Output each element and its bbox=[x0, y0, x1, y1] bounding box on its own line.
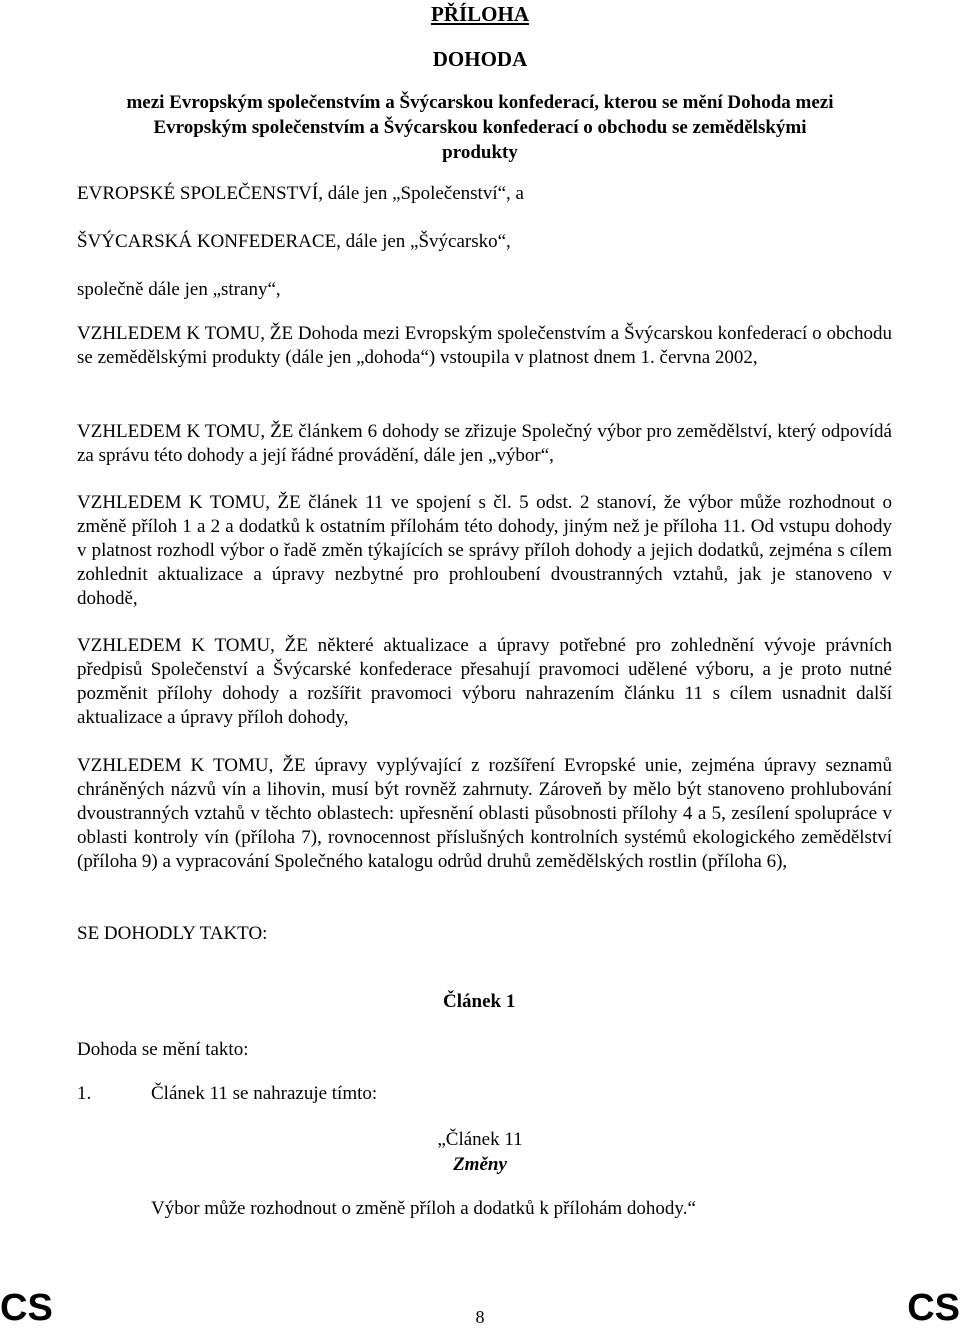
recital-paragraph: VZHLEDEM K TOMU, ŽE článek 11 ve spojení s čl. 5 odst. 2 stanoví, že výbor může rozhodnout o změně příloh 1 a 2 a dodatků k ostatním přílohám této dohody, jiným než je příloha 11. Od vstupu dohody v platnost rozhodl výbor o řadě změn týkajících se správy příloh dohody a jejich dodatků, zejména s cílem zohlednit aktualizace a úpravy nezbytné pro prohloubení dvoustranných vztahů, jak je stanoveno v dohodě, bbox=[77, 492, 892, 609]
quoted-article-heading: „Článek 11 bbox=[437, 1129, 523, 1150]
subtitle-line: Evropským společenstvím a Švýcarskou konfederací o obchodu se zemědělskými bbox=[153, 117, 807, 138]
party-switzerland: ŠVÝCARSKÁ KONFEDERACE, dále jen „Švýcarsko“, bbox=[77, 231, 511, 252]
recital-paragraph: VZHLEDEM K TOMU, ŽE Dohoda mezi Evropským společenstvím a Švýcarskou konfederací o obchodu se zemědělskými produkty (dále jen „dohoda“) vstoupila v platnost dnem 1. června 2002, bbox=[77, 323, 892, 368]
parties-together: společně dále jen „strany“, bbox=[77, 279, 281, 300]
recital-paragraph: VZHLEDEM K TOMU, ŽE úpravy vyplývající z rozšíření Evropské unie, zejména úpravy seznamů chráněných názvů vín a lihovin, musí být rovněž zahrnuty. Zároveň by mělo být stanoveno prohlubování dvoustranných vztahů v těchto oblastech: upřesnění oblasti působnosti přílohy 4 a 5, zesílení spolupráce v oblasti kontroly vín (příloha 7), rovnocennost příslušných kontrolních systémů ekologického zemědělství (příloha 9) a vypracování Společného katalogu odrůd druhů zemědělských rostlin (příloha 6), bbox=[77, 755, 892, 872]
party-community: EVROPSKÉ SPOLEČENSTVÍ, dále jen „Společenství“, a bbox=[77, 183, 524, 204]
article-intro: Dohoda se mění takto: bbox=[77, 1039, 249, 1060]
recital-paragraph: VZHLEDEM K TOMU, ŽE některé aktualizace a úpravy potřebné pro zohlednění vývoje právních předpisů Společenství a Švýcarské konfederace přesahují pravomoci udělené výboru, a je proto nutné pozměnit přílohy dohody a rozšířit pravomoci výboru nahrazením článku 11 s cílem usnadnit další aktualizace a úpravy příloh dohody, bbox=[77, 635, 892, 728]
annex-title: PŘÍLOHA bbox=[430, 2, 529, 26]
page-number: 8 bbox=[475, 1307, 485, 1327]
document-subtitle bbox=[0, 90, 960, 165]
subtitle-line: mezi Evropským společenstvím a Švýcarskou konfederací, kterou se mění Dohoda mezi bbox=[126, 92, 834, 113]
agreed-statement: SE DOHODLY TAKTO: bbox=[77, 923, 268, 944]
recital-paragraph: VZHLEDEM K TOMU, ŽE článkem 6 dohody se zřizuje Společný výbor pro zemědělství, který odpovídá za správu této dohody a její řádné provádění, dále jen „výbor“, bbox=[77, 421, 892, 466]
quoted-article-subheading: Změny bbox=[453, 1154, 507, 1175]
item-number: 1. bbox=[77, 1083, 92, 1104]
document-title: DOHODA bbox=[432, 47, 528, 71]
quoted-article-text: Výbor může rozhodnout o změně příloh a dodatků k přílohám dohody.“ bbox=[151, 1198, 696, 1219]
language-code-right: CS bbox=[907, 1287, 960, 1329]
item-text: Článek 11 se nahrazuje tímto: bbox=[151, 1083, 378, 1104]
subtitle-line: produkty bbox=[442, 142, 518, 163]
article-heading: Článek 1 bbox=[443, 991, 516, 1012]
language-code-left: CS bbox=[0, 1287, 53, 1329]
